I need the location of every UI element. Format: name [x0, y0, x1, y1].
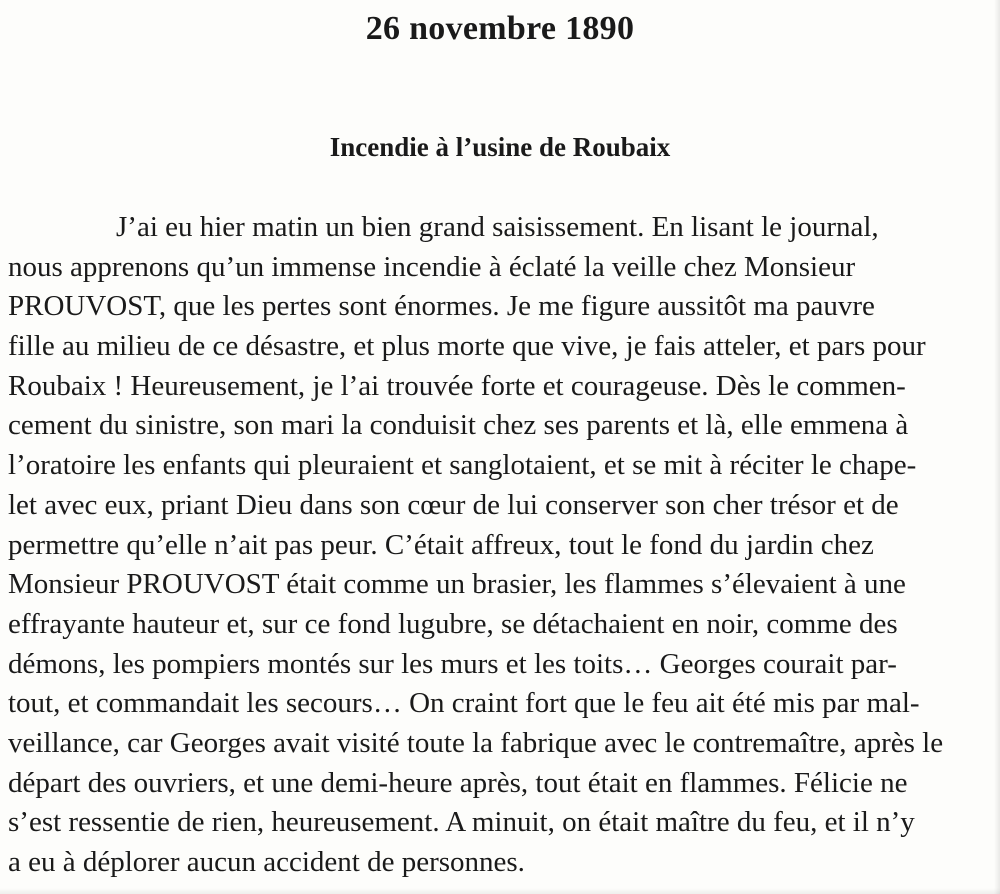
- scan-edge-shadow: [994, 0, 1000, 894]
- paragraph-line: PROUVOST, que les pertes sont énormes. Je me figure aussitôt ma pauvre: [8, 290, 875, 323]
- paragraph-line: s’est ressentie de rien, heureusement. A minuit, on était maître du feu, et il n’y: [8, 806, 915, 839]
- body-paragraph: [8, 208, 1000, 883]
- paragraph-line: cement du sinistre, son mari la conduisit chez ses parents et là, elle emmena à: [8, 409, 909, 442]
- paragraph-line: nous apprenons qu’un immense incendie à éclaté la veille chez Monsieur: [8, 250, 856, 283]
- paragraph-line: veillance, car Georges avait visité toute la fabrique avec le contremaître, après le: [8, 726, 944, 759]
- scan-bottom-shadow: [0, 888, 1000, 894]
- paragraph-line: let avec eux, priant Dieu dans son cœur de lui conserver son cher trésor et de: [8, 488, 899, 521]
- paragraph-line: démons, les pompiers montés sur les murs et les toits… Georges courait par-: [8, 647, 897, 680]
- paragraph-line: tout, et commandait les secours… On craint fort que le feu ait été mis par mal-: [8, 687, 920, 720]
- paragraph-line: Monsieur PROUVOST était comme un brasier, les flammes s’élevaient à une: [8, 568, 906, 601]
- paragraph-line: départ des ouvriers, et une demi-heure après, tout était en flammes. Félicie ne: [8, 766, 908, 799]
- paragraph-line: l’oratoire les enfants qui pleuraient et sanglotaient, et se mit à réciter le chape-: [8, 449, 917, 482]
- article-title: Incendie à l’usine de Roubaix: [329, 132, 671, 162]
- paragraph-line: J’ai eu hier matin un bien grand saisissement. En lisant le journal,: [116, 211, 879, 243]
- paragraph-line: permettre qu’elle n’ait pas peur. C’était affreux, tout le fond du jardin chez: [8, 528, 874, 561]
- paragraph-line: fille au milieu de ce désastre, et plus morte que vive, je fais atteler, et pars pour: [8, 330, 926, 363]
- paragraph-line: a eu à déplorer aucun accident de personnes.: [8, 846, 525, 878]
- paragraph-line: Roubaix ! Heureusement, je l’ai trouvée forte et courageuse. Dès le commen-: [8, 369, 906, 402]
- paragraph-line: effrayante hauteur et, sur ce fond lugubre, se détachaient en noir, comme des: [8, 607, 898, 640]
- date-heading: 26 novembre 1890: [365, 10, 635, 47]
